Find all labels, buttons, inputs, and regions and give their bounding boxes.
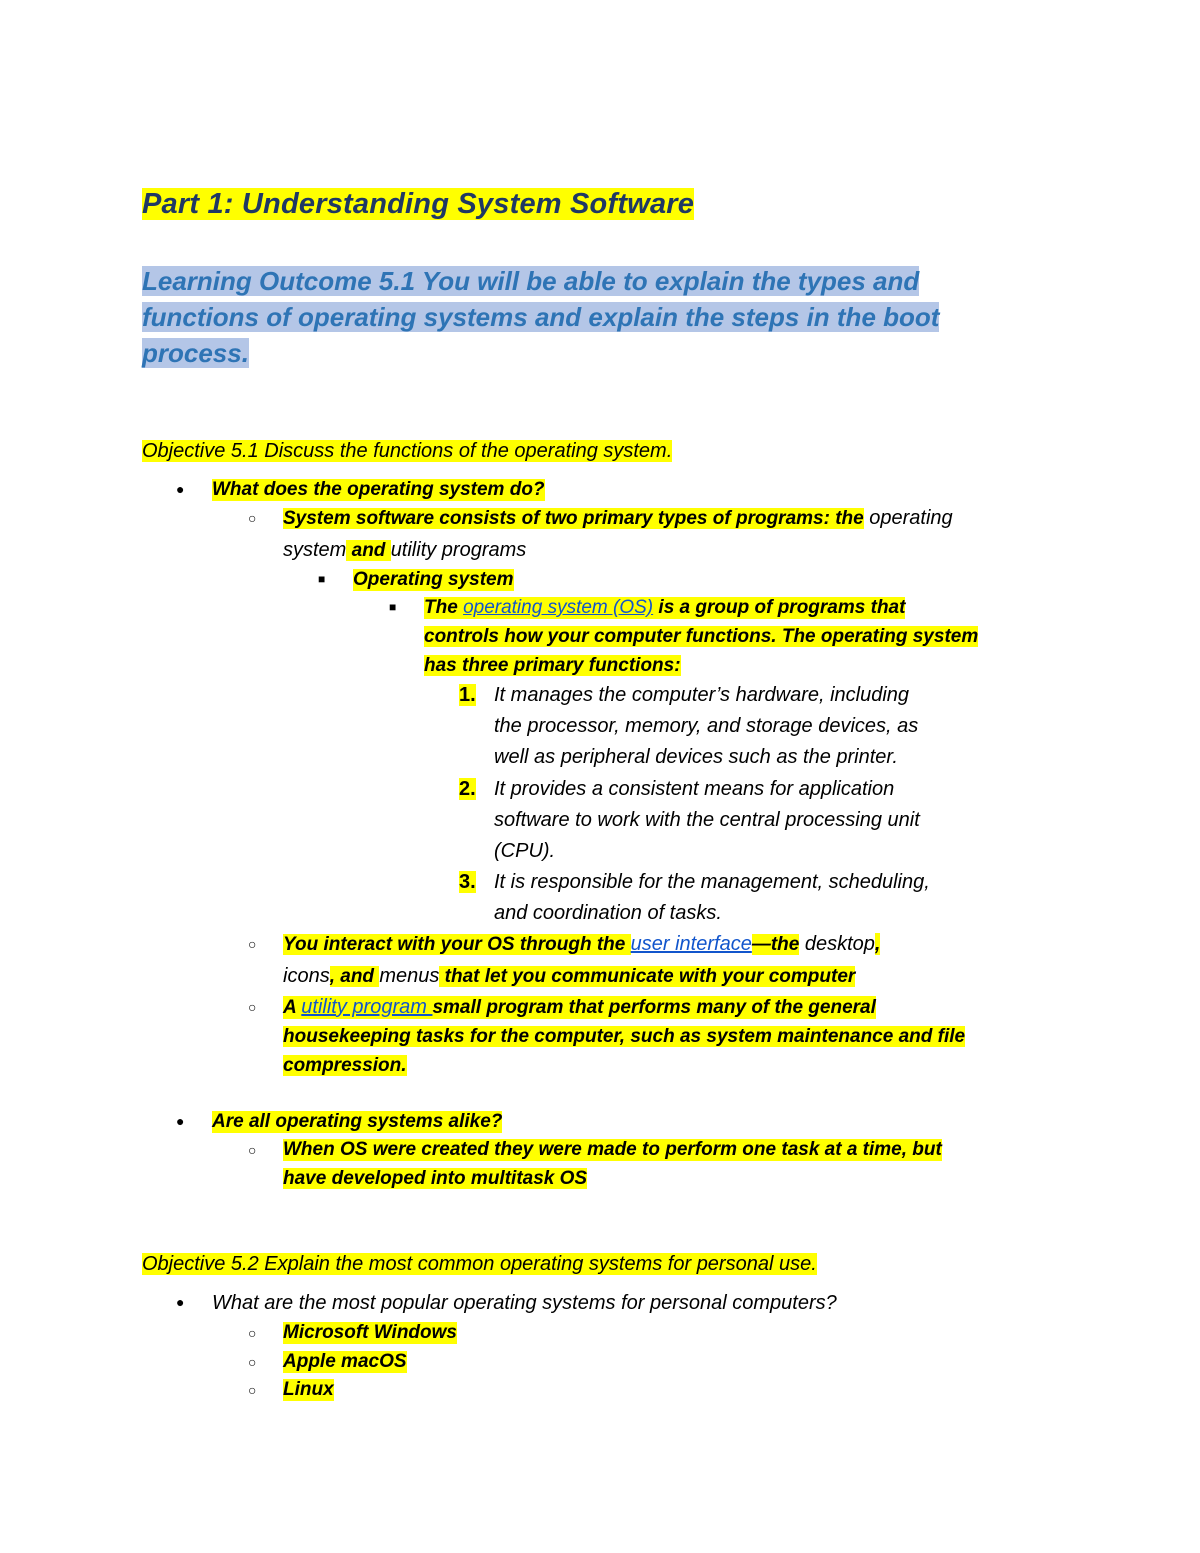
filled-bullet-icon: ● — [176, 481, 185, 497]
list-item-user-interface-line2: icons, and menus that let you communicate with your computer — [283, 965, 856, 987]
filled-bullet-icon: ● — [176, 1294, 185, 1310]
utility-program-line3: compression. — [283, 1055, 407, 1076]
function-item-2-line2: software to work with the central processing unit — [494, 809, 920, 831]
objective-5-1-heading: Objective 5.1 Discuss the functions of the operating system. — [142, 440, 673, 462]
hollow-bullet-icon: ○ — [248, 1354, 257, 1370]
hollow-bullet-icon: ○ — [248, 1382, 257, 1398]
square-bullet-icon: ■ — [389, 600, 397, 614]
list-item-system-software-line2: system and utility programs — [283, 539, 527, 561]
operating-system-link[interactable]: operating system (OS) — [463, 597, 654, 618]
filled-bullet-icon: ● — [176, 1113, 185, 1129]
user-interface-link[interactable]: user interface — [630, 933, 752, 955]
hollow-bullet-icon: ○ — [248, 1325, 257, 1341]
hollow-bullet-icon: ○ — [248, 936, 257, 952]
os-definition-line2: controls how your computer functions. The operating system — [424, 626, 979, 647]
function-item-1: 1. It manages the computer’s hardware, including — [459, 684, 910, 706]
learning-outcome: Learning Outcome 5.1 You will be able to explain the types and functions of operating systems and explain the steps in the boot process. — [142, 266, 940, 368]
function-item-2: 2. It provides a consistent means for application — [459, 778, 895, 800]
utility-program-link[interactable]: utility program — [301, 996, 433, 1018]
function-item-1-line3: well as peripheral devices such as the printer. — [494, 746, 898, 768]
hollow-bullet-icon: ○ — [248, 510, 257, 526]
list-item-multitask-line2: have developed into multitask OS — [283, 1168, 588, 1189]
function-item-1-line2: the processor, memory, and storage devices, as — [494, 715, 919, 737]
os-definition-line3: has three primary functions: — [424, 655, 681, 676]
part-title: Part 1: Understanding System Software — [142, 188, 695, 220]
hollow-bullet-icon: ○ — [248, 999, 257, 1015]
function-item-2-line3: (CPU). — [494, 840, 556, 862]
square-bullet-icon: ■ — [318, 572, 326, 586]
objective-5-2-heading: Objective 5.2 Explain the most common operating systems for personal use. — [142, 1253, 817, 1275]
document-page: Part 1: Understanding System Software Learning Outcome 5.1 You will be able to explain the types and functions of operating systems and explain the steps in the boot process. Objective 5.1 Discuss the functions of the operating system. ● What does the operating system do? ○ System software consists of two primary types of programs: the operating system and utility programs ■ Operating system ■ The operating system (OS) is a group of programs that controls how your computer functions. The operating system has three primary functions: 1. It manages the computer’s hardware, including the processor, memory, and storage devices, as well as peripheral devices such as the printer. 2. It provides a consistent means for application software to work with the central processing unit (CPU). 3. It is responsible for the management, scheduling, and coordination of tasks. ○ You interact with your OS through the user interface—the desktop, icons, and menus that let you communicate with your computer ○ A utility program small program that performs many of the general housekeeping tasks for the computer, such as system maintenance and file compression. ● Are all operating systems alike? ○ When OS were created they were made to perform one task at a time, but have developed into multitask OS Objective 5.2 Explain the most common operating systems for personal use. ● What are the most popular operating systems for personal computers? ○ Microsoft Windows ○ Apple macOS ○ Linux — [0, 0, 1200, 1553]
hollow-bullet-icon: ○ — [248, 1142, 257, 1158]
function-item-3-line2: and coordination of tasks. — [494, 902, 722, 924]
utility-program-line2: housekeeping tasks for the computer, such as system maintenance and file — [283, 1026, 966, 1047]
function-item-3: 3. It is responsible for the management, scheduling, — [459, 871, 930, 893]
